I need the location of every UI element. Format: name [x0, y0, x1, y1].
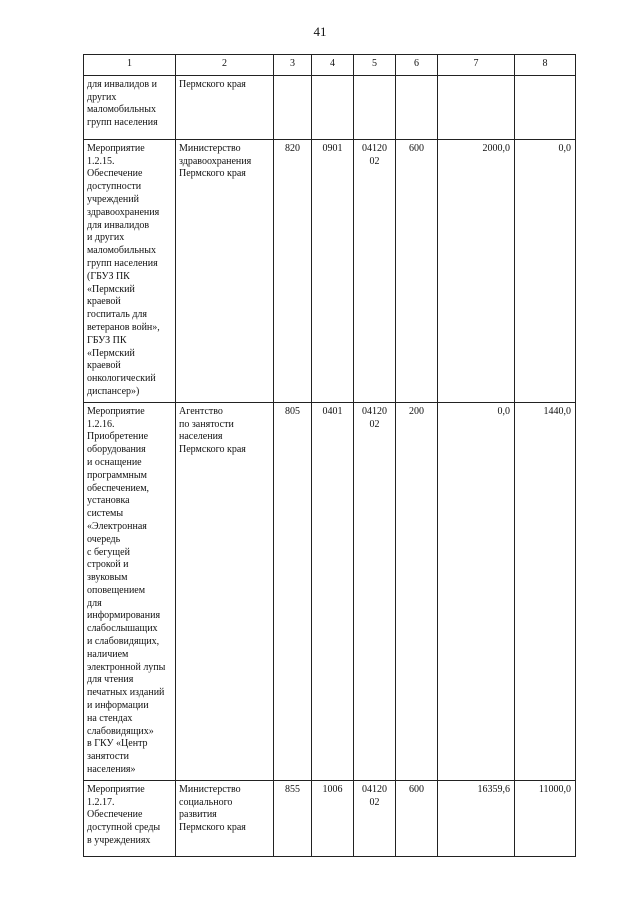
code-col-5: [354, 75, 396, 139]
code-col-6: 600: [396, 139, 438, 402]
code-col-3: 805: [274, 402, 312, 780]
amount-col-7: 0,0: [438, 402, 515, 780]
amount-col-7: 2000,0: [438, 139, 515, 402]
amount-col-8: [515, 75, 576, 139]
program-table: [83, 54, 576, 857]
measure-name-cell: Мероприятие 1.2.17. Обеспечение доступной среды в учреждениях: [84, 780, 176, 856]
measure-name-cell: Мероприятие 1.2.15. Обеспечение доступности учреждений здравоохранения для инвалидов и других маломобильных групп населения (ГБУЗ ПК «Пермский краевой госпиталь для ветеранов войн», ГБУЗ ПК «Пермский краевой онкологический диспансер»): [84, 139, 176, 402]
agency-cell: Агентство по занятости населения Пермского края: [176, 402, 274, 780]
header-col-5: 5: [354, 55, 396, 76]
table-row: [84, 139, 576, 402]
header-col-7: 7: [438, 55, 515, 76]
amount-col-7: 16359,6: [438, 780, 515, 856]
table-row: [84, 780, 576, 856]
code-col-4: 0401: [312, 402, 354, 780]
code-col-5: 04120 02: [354, 402, 396, 780]
code-col-6: 600: [396, 780, 438, 856]
code-col-3: 820: [274, 139, 312, 402]
code-col-4: [312, 75, 354, 139]
header-col-1: 1: [84, 55, 176, 76]
code-col-5: 04120 02: [354, 780, 396, 856]
table-header: [84, 55, 576, 76]
header-col-3: 3: [274, 55, 312, 76]
code-col-6: [396, 75, 438, 139]
amount-col-8: 11000,0: [515, 780, 576, 856]
code-col-3: [274, 75, 312, 139]
header-col-6: 6: [396, 55, 438, 76]
code-col-4: 1006: [312, 780, 354, 856]
header-col-8: 8: [515, 55, 576, 76]
agency-cell: Министерство социального развития Пермского края: [176, 780, 274, 856]
page-number: 41: [313, 24, 327, 39]
header-row: [84, 55, 576, 76]
header-col-2: 2: [176, 55, 274, 76]
measure-name-cell: Мероприятие 1.2.16. Приобретение оборудования и оснащение программным обеспечением, установка системы «Электронная очередь с бегущей строкой и звуковым оповещением для информирования слабослышащих и слабовидящих, наличием электронной лупы для чтения печатных изданий и информации на стендах слабовидящих» в ГКУ «Центр занятости населения»: [84, 402, 176, 780]
code-col-3: 855: [274, 780, 312, 856]
agency-cell: Пермского края: [176, 75, 274, 139]
amount-col-8: 0,0: [515, 139, 576, 402]
table-row: [84, 402, 576, 780]
code-col-5: 04120 02: [354, 139, 396, 402]
agency-cell: Министерство здравоохранения Пермского края: [176, 139, 274, 402]
code-col-4: 0901: [312, 139, 354, 402]
code-col-6: 200: [396, 402, 438, 780]
amount-col-8: 1440,0: [515, 402, 576, 780]
header-col-4: 4: [312, 55, 354, 76]
measure-name-cell: для инвалидов и других маломобильных групп населения: [84, 75, 176, 139]
amount-col-7: [438, 75, 515, 139]
table-row: [84, 75, 576, 139]
